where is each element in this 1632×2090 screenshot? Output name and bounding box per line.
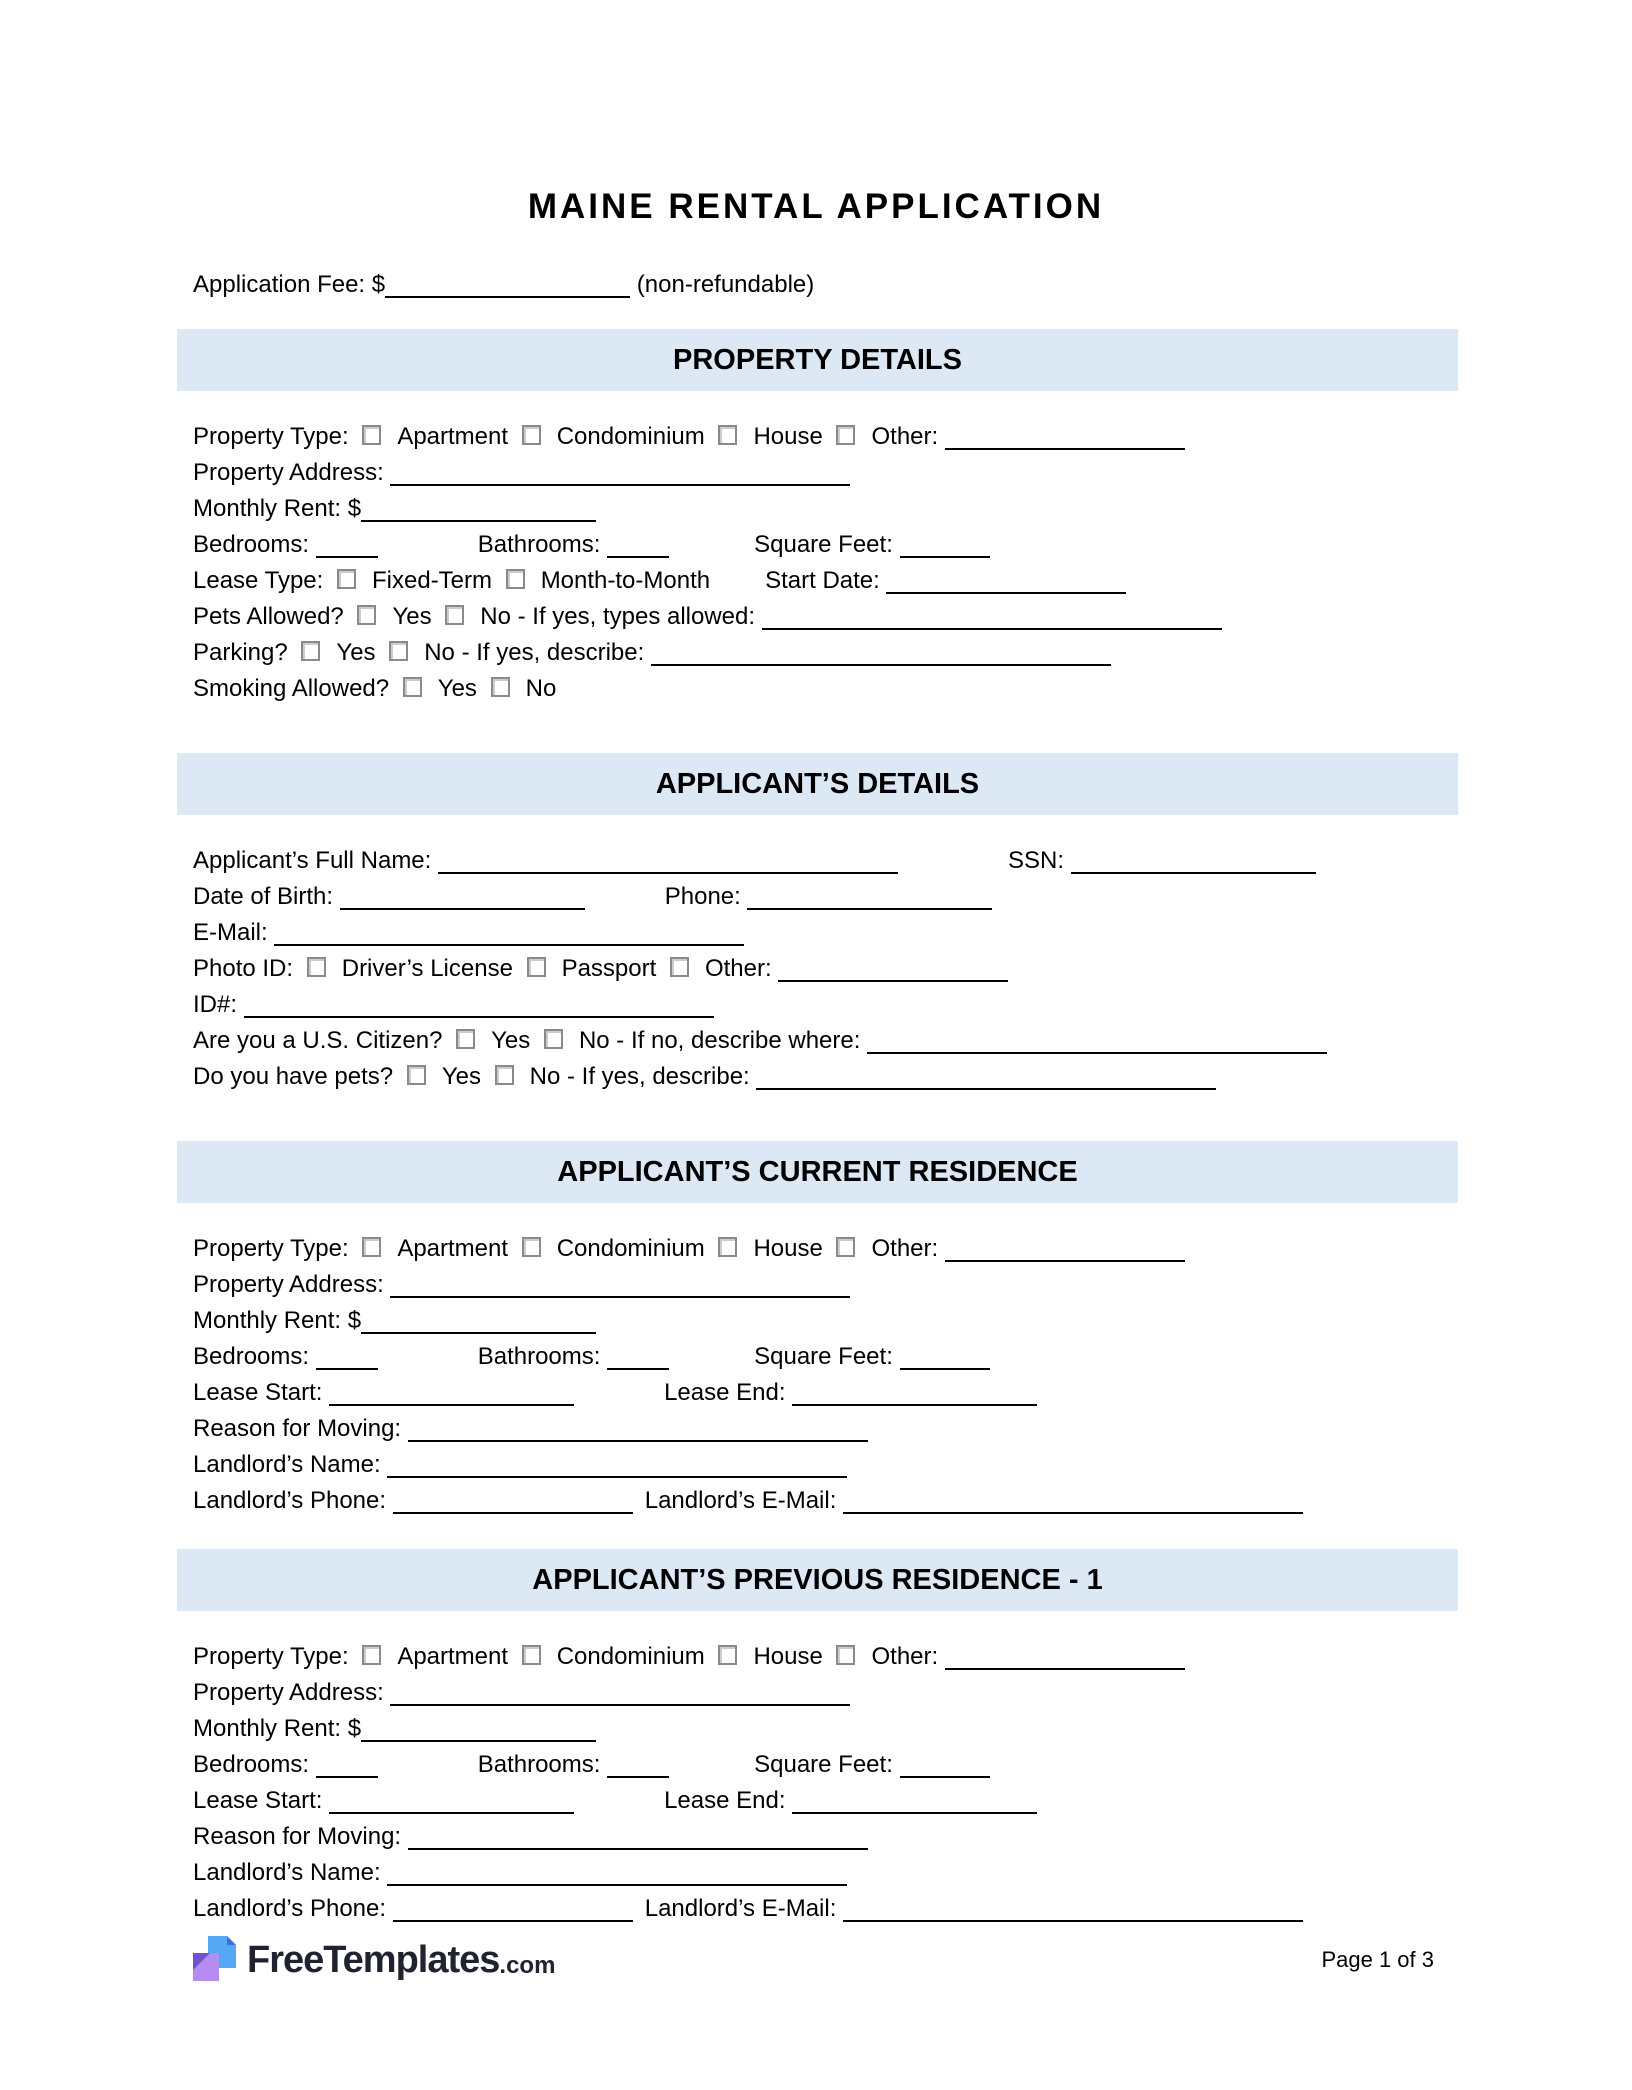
blank-field[interactable] [438,862,898,874]
label-text: (non-refundable) [630,271,815,298]
blank-field[interactable] [390,474,850,486]
label-text: Yes [392,603,439,630]
label-text: Lease End: [664,1379,793,1406]
label-text: Fixed-Term [372,567,499,594]
label-text: Property Address: [193,1679,391,1706]
spacer [633,1915,645,1916]
label-text: SSN: [1008,847,1071,874]
blank-field[interactable] [792,1394,1037,1406]
blank-field[interactable] [607,1358,669,1370]
section-current-residence [0,1141,1632,1519]
checkbox-icon[interactable] [527,957,546,977]
label-text: Other: [704,955,779,982]
form-row [193,1639,1482,1675]
form-sections [0,329,1632,1927]
form-row [193,1447,1482,1483]
blank-field[interactable] [393,1910,633,1922]
blank-field[interactable] [1071,862,1316,874]
form-row [193,879,1482,915]
checkbox-icon[interactable] [836,1237,855,1257]
blank-field[interactable] [843,1910,1303,1922]
form-row [193,1783,1482,1819]
blank-field[interactable] [329,1802,574,1814]
form-row [193,563,1482,599]
label-text: Monthly Rent: $ [193,495,362,522]
form-row [193,1267,1482,1303]
brand-name: FreeTemplates [247,1938,500,1981]
form-row [193,1375,1482,1411]
blank-field[interactable] [886,582,1126,594]
blank-field[interactable] [945,438,1185,450]
label-text: Other: [871,1643,945,1670]
label-text: Passport [561,955,663,982]
blank-field[interactable] [408,1430,868,1442]
checkbox-icon[interactable] [836,1645,855,1665]
checkbox-icon[interactable] [544,1029,563,1049]
checkbox-icon[interactable] [337,569,356,589]
label-text: Reason for Moving: [193,1823,408,1850]
blank-field[interactable] [387,1466,847,1478]
footer [193,1924,1434,1996]
checkbox-icon[interactable] [456,1029,475,1049]
spacer [669,1771,754,1772]
form-row [193,599,1482,635]
form-row [193,843,1482,879]
label-text: ID#: [193,991,244,1018]
label-text: Bedrooms: [193,531,316,558]
form-row [193,987,1482,1023]
label-text: Pets Allowed? [193,603,351,630]
page-title: MAINE RENTAL APPLICATION [527,187,1105,226]
label-text: Lease Type: [193,567,330,594]
checkbox-icon[interactable] [718,1645,737,1665]
form-row [193,671,1482,707]
section-header-applicant-details: APPLICANT’S DETAILS [177,753,1458,815]
form-row [193,1303,1482,1339]
label-text: Condominium [556,1643,712,1670]
checkbox-icon[interactable] [718,425,737,445]
form-row [193,1819,1482,1855]
label-text: Start Date: [765,567,887,594]
label-text: E-Mail: [193,919,275,946]
spacer [574,1399,664,1400]
checkbox-icon[interactable] [506,569,525,589]
blank-field[interactable] [945,1658,1185,1670]
label-text: Smoking Allowed? [193,675,396,702]
form-row [193,1747,1482,1783]
label-text: Bathrooms: [477,531,608,558]
section-applicant-details [0,753,1632,1095]
section-rows [193,391,1482,707]
blank-field[interactable] [361,1322,596,1334]
checkbox-icon[interactable] [522,425,541,445]
spacer [669,551,754,552]
application-fee-row [193,267,1462,303]
label-text: House [753,1235,830,1262]
blank-field[interactable] [762,618,1222,630]
label-text: Bedrooms: [193,1751,316,1778]
checkbox-icon[interactable] [670,957,689,977]
form-row [193,1855,1482,1891]
label-text: Bedrooms: [193,1343,316,1370]
blank-field[interactable] [756,1078,1216,1090]
form-row [193,1711,1482,1747]
blank-field[interactable] [390,1286,850,1298]
blank-field[interactable] [274,934,744,946]
blank-field[interactable] [867,1042,1327,1054]
form-row [193,635,1482,671]
blank-field[interactable] [945,1250,1185,1262]
blank-field[interactable] [393,1502,633,1514]
label-text: Landlord’s E-Mail: [644,1487,844,1514]
label-text: Monthly Rent: $ [193,1715,362,1742]
label-text: Property Address: [193,459,391,486]
checkbox-icon[interactable] [522,1237,541,1257]
label-text: Landlord’s Name: [193,1451,388,1478]
blank-field[interactable] [747,898,992,910]
label-text: Square Feet: [754,1343,900,1370]
section-rows [193,1611,1482,1927]
label-text: Phone: [664,883,748,910]
checkbox-icon[interactable] [362,425,381,445]
label-text: Property Address: [193,1271,391,1298]
blank-field[interactable] [390,1694,850,1706]
label-text: Lease Start: [193,1379,330,1406]
spacer [898,867,1008,868]
label-text: Landlord’s Phone: [193,1895,393,1922]
spacer [633,1507,645,1508]
checkbox-icon[interactable] [362,1237,381,1257]
blank-field[interactable] [607,1766,669,1778]
blank-field[interactable] [316,1358,378,1370]
label-text: No - If yes, describe: [424,639,651,666]
label-text: House [753,423,830,450]
blank-field[interactable] [329,1394,574,1406]
label-text: No - If yes, describe: [529,1063,757,1090]
label-text: Condominium [556,423,712,450]
label-text: Property Type: [193,1235,356,1262]
label-text: Apartment [397,1235,515,1262]
checkbox-icon[interactable] [836,425,855,445]
label-text: Other: [871,1235,945,1262]
label-text: Landlord’s Name: [193,1859,388,1886]
label-text: Apartment [397,423,515,450]
section-rows [193,1203,1482,1519]
label-text: Do you have pets? [193,1063,400,1090]
form-row [193,1059,1482,1095]
label-text: Parking? [193,639,295,666]
form-row [193,1339,1482,1375]
label-text: Property Type: [193,423,356,450]
spacer [574,1807,664,1808]
blank-field[interactable] [244,1006,714,1018]
label-text: Square Feet: [754,531,900,558]
form-row [193,419,1482,455]
checkbox-icon[interactable] [403,677,422,697]
checkbox-icon[interactable] [495,1065,514,1085]
spacer [378,1363,478,1364]
blank-field[interactable] [792,1802,1037,1814]
checkbox-icon[interactable] [389,641,408,661]
label-text: Landlord’s Phone: [193,1487,393,1514]
label-text: Reason for Moving: [193,1415,408,1442]
label-text: Apartment [397,1643,515,1670]
form-row [193,491,1482,527]
label-text: No - If no, describe where: [578,1027,868,1054]
form-row [193,1483,1482,1519]
checkbox-icon[interactable] [491,677,510,697]
checkbox-icon[interactable] [301,641,320,661]
blank-field[interactable] [316,546,378,558]
checkbox-icon[interactable] [362,1645,381,1665]
brand-logo [193,1936,555,1984]
spacer [378,1771,478,1772]
form-row [193,1023,1482,1059]
checkbox-icon[interactable] [445,605,464,625]
checkbox-icon[interactable] [357,605,376,625]
checkbox-icon[interactable] [307,957,326,977]
label-text: Yes [491,1027,537,1054]
section-header-current-residence: APPLICANT’S CURRENT RESIDENCE [177,1141,1458,1203]
label-text: Property Type: [193,1643,356,1670]
checkbox-icon[interactable] [718,1237,737,1257]
label-text: Lease End: [664,1787,793,1814]
label-text: Application Fee: $ [193,271,386,298]
form-row [193,1891,1482,1927]
form-row [193,455,1482,491]
label-text: Date of Birth: [193,883,340,910]
label-text: Month-to-Month [540,567,711,594]
form-row [193,1411,1482,1447]
blank-field[interactable] [387,1874,847,1886]
label-text: Applicant’s Full Name: [193,847,438,874]
spacer [585,903,665,904]
label-text: House [753,1643,830,1670]
checkbox-icon[interactable] [522,1645,541,1665]
blank-field[interactable] [316,1766,378,1778]
spacer [669,1363,754,1364]
label-text: Are you a U.S. Citizen? [193,1027,450,1054]
blank-field[interactable] [408,1838,868,1850]
label-text: Bathrooms: [477,1343,608,1370]
brand-logo-icon [193,1936,237,1984]
page-indicator: Page 1 of 3 [1321,1947,1434,1972]
label-text: Yes [336,639,383,666]
blank-field[interactable] [778,970,1008,982]
section-rows [193,815,1482,1095]
label-text: Lease Start: [193,1787,330,1814]
form-row [193,1231,1482,1267]
label-text: Yes [441,1063,488,1090]
label-text: Landlord’s E-Mail: [644,1895,844,1922]
blank-field[interactable] [900,1358,990,1370]
blank-field[interactable] [607,546,669,558]
label-text: Other: [871,423,945,450]
form-row [193,951,1482,987]
brand-domain-suffix: .com [499,1952,556,1979]
label-text: Condominium [556,1235,712,1262]
form-row [193,527,1482,563]
blank-field[interactable] [843,1502,1303,1514]
section-header-property-details: PROPERTY DETAILS [177,329,1458,391]
form-row [193,915,1482,951]
label-text: No - If yes, types allowed: [480,603,762,630]
label-text: Bathrooms: [477,1751,608,1778]
checkbox-icon[interactable] [407,1065,426,1085]
blank-field[interactable] [900,546,990,558]
blank-field[interactable] [651,654,1111,666]
spacer [710,587,765,588]
section-header-previous-residence-1: APPLICANT’S PREVIOUS RESIDENCE - 1 [177,1549,1458,1611]
section-property-details [0,329,1632,707]
blank-field[interactable] [385,286,630,298]
label-text: Yes [437,675,484,702]
blank-field[interactable] [361,510,596,522]
label-text: No [525,675,557,702]
section-previous-residence-1 [0,1549,1632,1927]
form-row [193,1675,1482,1711]
blank-field[interactable] [900,1766,990,1778]
blank-field[interactable] [340,898,585,910]
label-text: Monthly Rent: $ [193,1307,362,1334]
blank-field[interactable] [361,1730,596,1742]
label-text: Photo ID: [193,955,300,982]
label-text: Driver’s License [341,955,520,982]
spacer [378,551,478,552]
label-text: Square Feet: [754,1751,900,1778]
